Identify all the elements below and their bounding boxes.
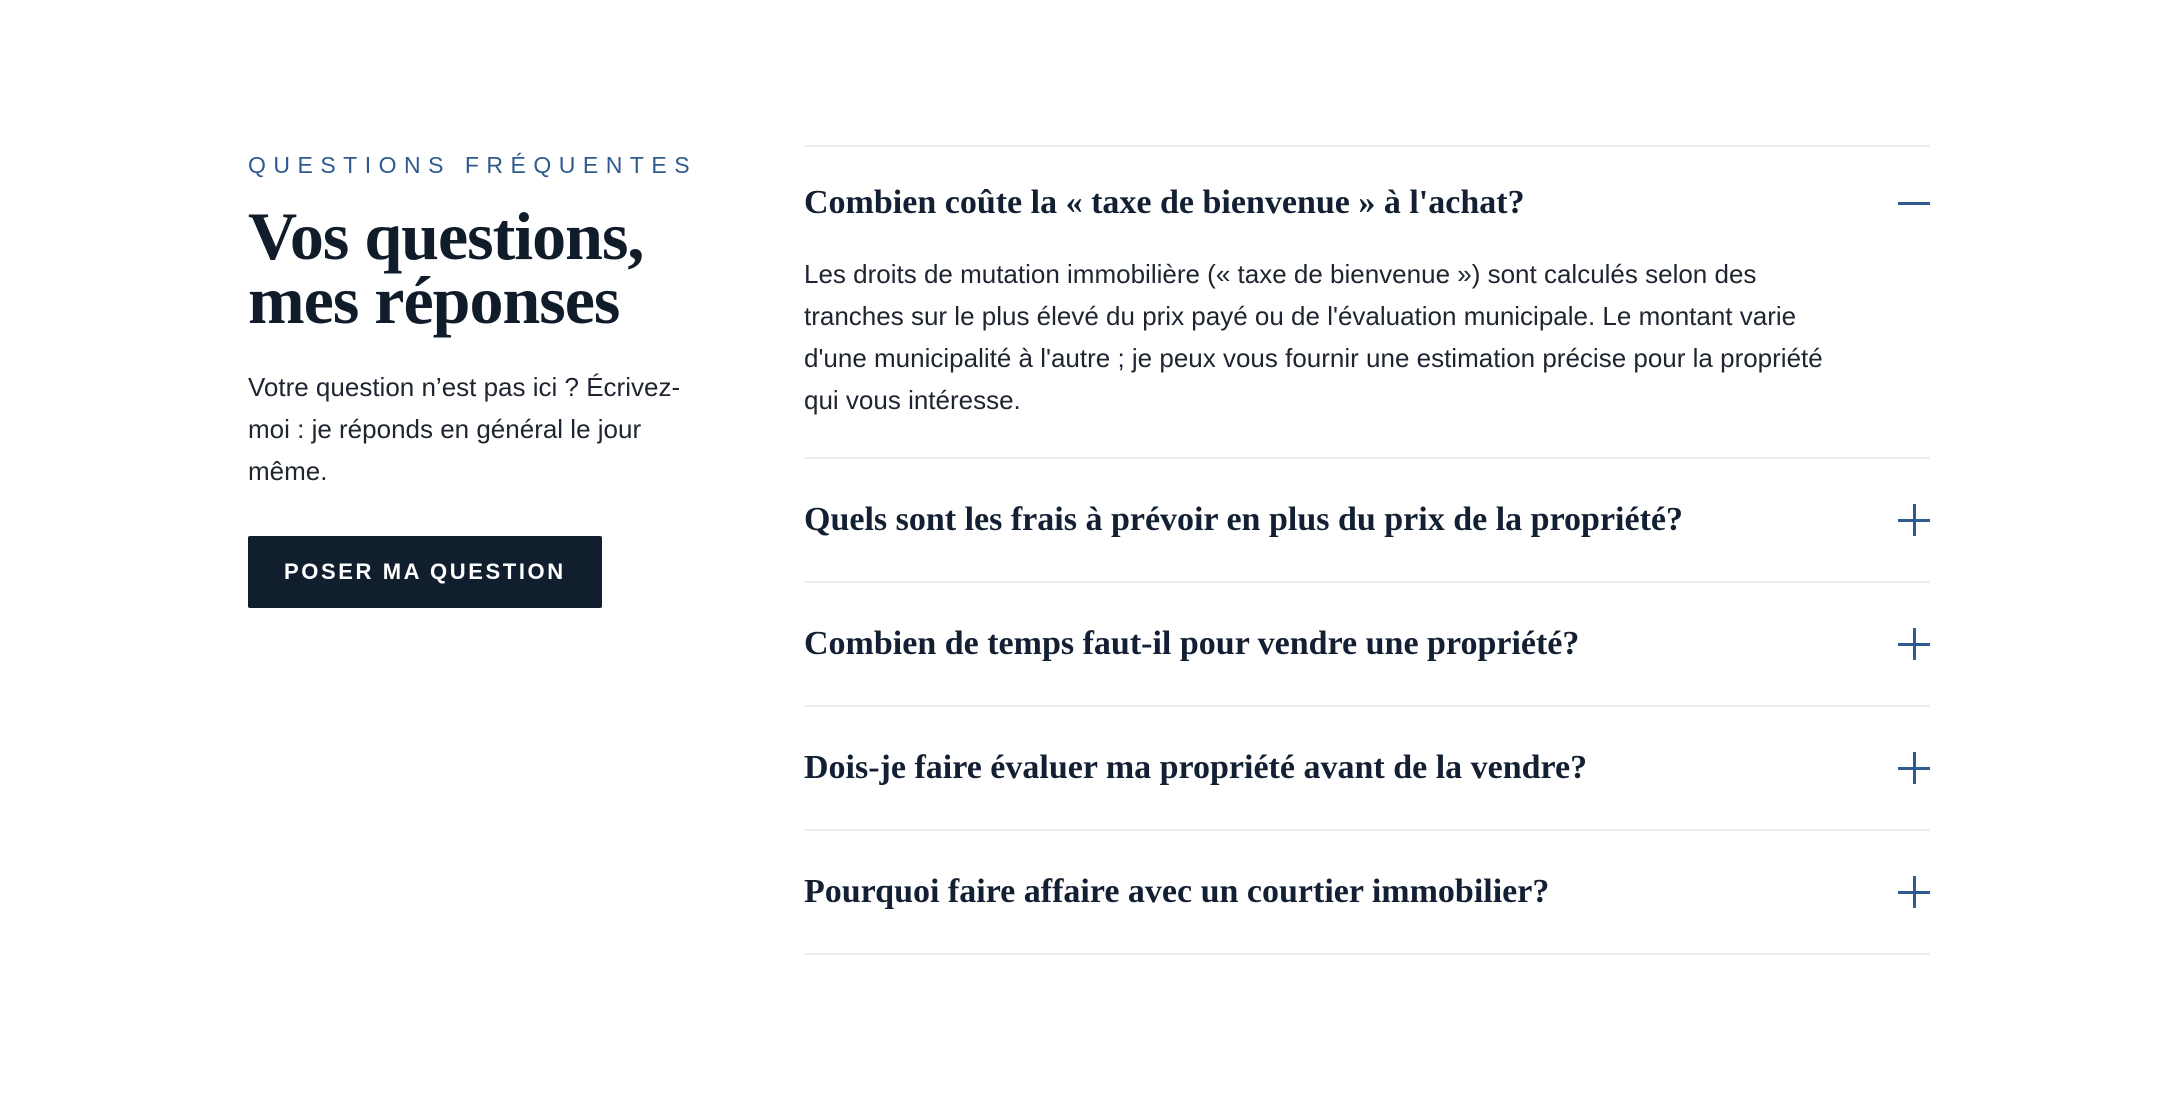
- faq-question-text: Quels sont les frais à prévoir en plus du prix de la propriété?: [804, 501, 1684, 538]
- faq-item: [804, 459, 1930, 583]
- faq-answer-text: Les droits de mutation immobilière (« taxe de bienvenue ») sont calculés selon des tranches sur le plus élevé du prix payé ou de l'évaluation municipale. Le montant varie d'une municipalité à l'autre ; je peux vous fournir une estimation précise pour la propriété qui vous intéresse.: [804, 259, 1823, 415]
- intro-text: Votre question n’est pas ici ? Écrivez-moi : je réponds en général le jour même.: [248, 372, 681, 486]
- faq-question-toggle[interactable]: [804, 583, 1930, 705]
- faq-item: [804, 831, 1930, 955]
- heading-line-2: mes réponses: [248, 262, 620, 338]
- plus-icon[interactable]: [1898, 504, 1930, 536]
- faq-question-toggle[interactable]: [804, 831, 1930, 953]
- faq-item: [804, 583, 1930, 707]
- faq-accordion: [804, 145, 1930, 955]
- section-eyebrow: QUESTIONS FRÉQUENTES: [248, 152, 698, 178]
- minus-icon[interactable]: [1898, 187, 1930, 219]
- faq-question-text: Dois-je faire évaluer ma propriété avant de la vendre?: [804, 749, 1588, 786]
- faq-item: [804, 147, 1930, 459]
- faq-question-toggle[interactable]: [804, 147, 1930, 259]
- faq-question-toggle[interactable]: [804, 459, 1930, 581]
- faq-question-text: Pourquoi faire affaire avec un courtier immobilier?: [804, 873, 1550, 910]
- plus-icon[interactable]: [1898, 628, 1930, 660]
- faq-item: [804, 707, 1930, 831]
- section-heading: [248, 198, 708, 338]
- heading-line-1: Vos questions,: [248, 198, 644, 274]
- faq-question-text: Combien de temps faut-il pour vendre une propriété?: [804, 625, 1580, 662]
- plus-icon[interactable]: [1898, 752, 1930, 784]
- faq-question-text: Combien coûte la « taxe de bienvenue » à l'achat?: [804, 184, 1525, 221]
- plus-icon[interactable]: [1898, 876, 1930, 908]
- faq-question-toggle[interactable]: [804, 707, 1930, 829]
- ask-question-button[interactable]: POSER MA QUESTION: [248, 536, 602, 608]
- faq-intro: [248, 150, 708, 608]
